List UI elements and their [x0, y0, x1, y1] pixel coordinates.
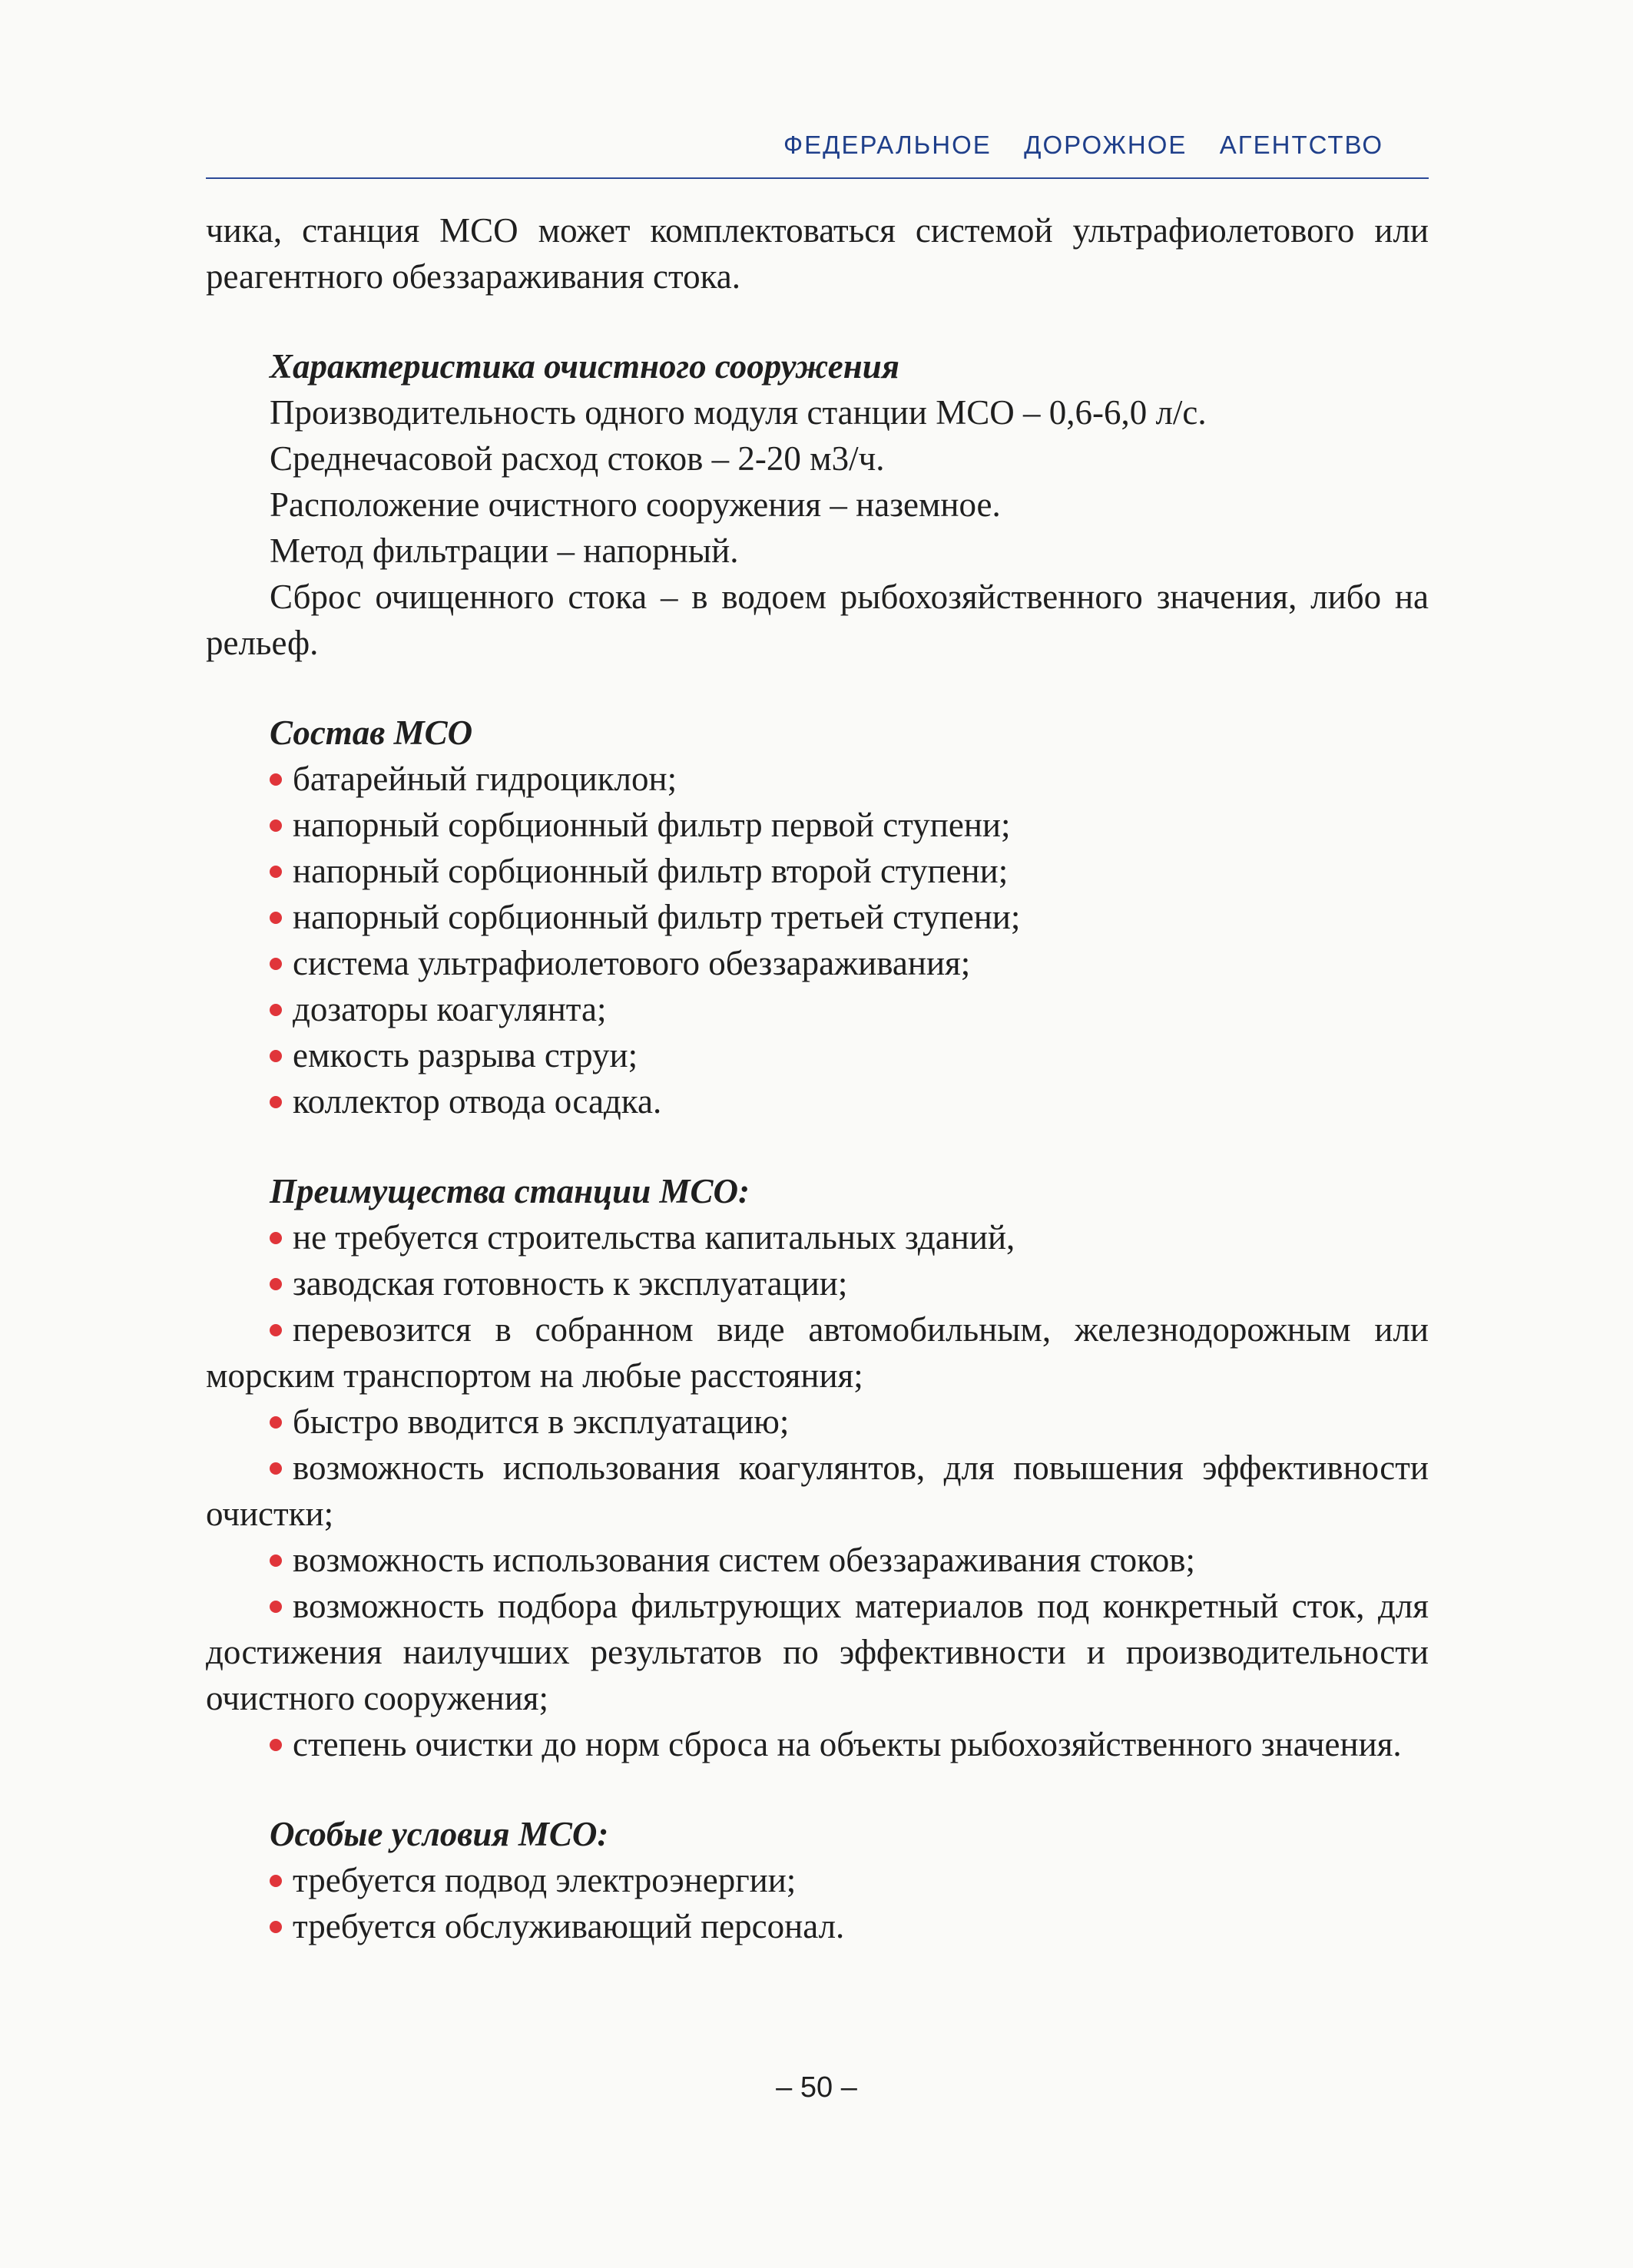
advantages-heading: Преимущества станции МСО:: [270, 1172, 750, 1210]
bullet-icon: [270, 773, 282, 786]
running-header: ФЕДЕРАЛЬНОЕ ДОРОЖНОЕ АГЕНТСТВО: [783, 131, 1384, 159]
list-item: требуется обслуживающий персонал.: [206, 1903, 1429, 1949]
list-item: требуется подвод электроэнергии;: [206, 1857, 1429, 1903]
list-item: коллектор отвода осадка.: [206, 1078, 1429, 1124]
list-item: возможность использования систем обеззараживания стоков;: [206, 1537, 1429, 1583]
list-item: батарейный гидроциклон;: [206, 756, 1429, 802]
list-item: быстро вводится в эксплуатацию;: [206, 1399, 1429, 1445]
bullet-icon: [270, 912, 282, 924]
conditions-heading: Особые условия МСО:: [270, 1815, 609, 1853]
list-item: напорный сорбционный фильтр третьей ступени;: [206, 894, 1429, 940]
bullet-icon: [270, 819, 282, 832]
bullet-icon: [270, 1462, 282, 1475]
characteristic-line: Расположение очистного сооружения – наземное.: [270, 485, 1001, 524]
bullet-icon: [270, 1096, 282, 1108]
characteristic-line: Среднечасовой расход стоков – 2-20 м3/ч.: [270, 439, 885, 478]
bullet-icon: [270, 1921, 282, 1933]
bullet-icon: [270, 1324, 282, 1336]
list-item: степень очистки до норм сброса на объекты рыбохозяйственного значения.: [206, 1721, 1429, 1767]
list-item: возможность использования коагулянтов, для повышения эффективности очистки;: [206, 1449, 1429, 1533]
bullet-icon: [270, 1232, 282, 1244]
bullet-icon: [270, 1416, 282, 1429]
list-item: напорный сорбционный фильтр первой ступени;: [206, 802, 1429, 848]
composition-heading: Состав МСО: [270, 714, 473, 752]
bullet-icon: [270, 1739, 282, 1751]
bullet-icon: [270, 1554, 282, 1567]
intro-paragraph: чика, станция МСО может комплектоваться системой ультрафиолетового или реагентного обеззараживания стока.: [206, 211, 1429, 296]
list-item: система ультрафиолетового обеззараживания;: [206, 940, 1429, 986]
list-item: перевозится в собранном виде автомобильным, железнодорожным или морским транспортом на любые расстояния;: [206, 1310, 1429, 1395]
list-item: заводская готовность к эксплуатации;: [206, 1260, 1429, 1306]
bullet-icon: [270, 866, 282, 878]
characteristic-line: Производительность одного модуля станции МСО – 0,6-6,0 л/с.: [270, 393, 1207, 432]
characteristics-heading: Характеристика очистного сооружения: [270, 347, 899, 386]
list-item: дозаторы коагулянта;: [206, 986, 1429, 1032]
bullet-icon: [270, 1050, 282, 1062]
bullet-icon: [270, 1004, 282, 1016]
list-item: напорный сорбционный фильтр второй ступени;: [206, 848, 1429, 894]
list-item: возможность подбора фильтрующих материалов под конкретный сток, для достижения наилучших результатов по эффективности и производительности очистного сооружения;: [206, 1587, 1429, 1717]
bullet-icon: [270, 958, 282, 970]
page-number: – 50 –: [776, 2071, 857, 2104]
header-divider: [206, 177, 1429, 179]
bullet-icon: [270, 1875, 282, 1887]
page-content: [206, 207, 1429, 1949]
characteristic-line: Метод фильтрации – напорный.: [270, 531, 739, 570]
bullet-icon: [270, 1278, 282, 1290]
list-item: не требуется строительства капитальных зданий,: [206, 1214, 1429, 1260]
bullet-icon: [270, 1601, 282, 1613]
characteristic-line: Сброс очищенного стока – в водоем рыбохозяйственного значения, либо на рельеф.: [206, 578, 1429, 662]
list-item: емкость разрыва струи;: [206, 1032, 1429, 1078]
